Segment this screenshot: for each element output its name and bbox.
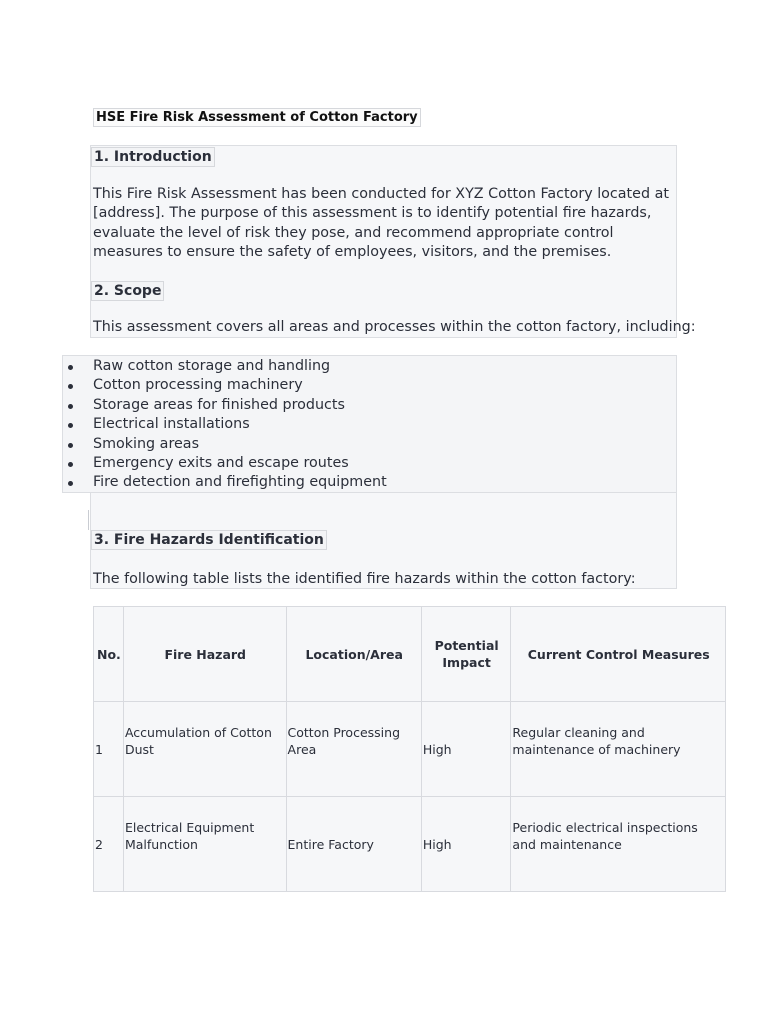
- cell-potential-impact: High: [421, 797, 511, 892]
- list-item-text: Emergency exits and escape routes: [93, 454, 349, 471]
- hazards-paragraph: The following table lists the identified fire hazards within the cotton factory:: [93, 571, 636, 587]
- bullet-icon: [68, 404, 73, 409]
- cell-location: Entire Factory: [286, 797, 421, 892]
- list-item-text: Electrical installations: [93, 416, 250, 433]
- list-item: [62, 454, 387, 473]
- bullet-icon: [68, 462, 73, 467]
- cell-control-measures: Periodic electrical inspections and maintenance: [511, 797, 726, 892]
- scope-paragraph: This assessment covers all areas and processes within the cotton factory, including:: [93, 319, 696, 335]
- text-cursor-mark: [88, 510, 89, 530]
- cell-potential-impact: High: [421, 702, 511, 797]
- header-location: Location/Area: [286, 607, 421, 702]
- list-item: [62, 396, 387, 415]
- hazards-heading: 3. Fire Hazards Identification: [91, 530, 327, 550]
- header-no: No.: [94, 607, 124, 702]
- table-row: [94, 702, 726, 797]
- bullet-icon: [68, 481, 73, 486]
- scope-heading: 2. Scope: [91, 281, 164, 301]
- list-item: [62, 357, 387, 376]
- list-item-text: Raw cotton storage and handling: [93, 358, 331, 374]
- fire-hazards-table: [93, 606, 726, 892]
- list-item: [62, 435, 387, 454]
- cell-no: 2: [94, 797, 124, 892]
- list-item-text: Fire detection and firefighting equipment: [93, 474, 387, 491]
- bullet-icon: [68, 365, 73, 370]
- bullet-icon: [68, 384, 73, 389]
- bullet-icon: [68, 423, 73, 428]
- cell-control-measures: Regular cleaning and maintenance of machinery: [511, 702, 726, 797]
- bullet-icon: [68, 443, 73, 448]
- cell-location: Cotton Processing Area: [286, 702, 421, 797]
- header-fire-hazard: Fire Hazard: [123, 607, 286, 702]
- table-header-row: [94, 607, 726, 702]
- list-item: [62, 415, 387, 434]
- scope-list: [62, 357, 387, 493]
- list-item-text: Smoking areas: [93, 435, 200, 452]
- list-item: [62, 376, 387, 395]
- list-item-text: Storage areas for finished products: [93, 396, 345, 413]
- document-title: HSE Fire Risk Assessment of Cotton Factory: [93, 108, 421, 127]
- table-row: [94, 797, 726, 892]
- header-control-measures: Current Control Measures: [511, 607, 726, 702]
- list-item: [62, 473, 387, 492]
- introduction-heading: 1. Introduction: [91, 147, 215, 167]
- introduction-paragraph: This Fire Risk Assessment has been conducted for XYZ Cotton Factory located at [address]. The purpose of this assessment is to identify potential fire hazards, evaluate the level of risk they pose, and recommend appropriate control measures to ensure the safety of employees, visitors, and the premises.: [93, 186, 669, 260]
- cell-fire-hazard: Electrical Equipment Malfunction: [123, 797, 286, 892]
- cell-no: 1: [94, 702, 124, 797]
- cell-fire-hazard: Accumulation of Cotton Dust: [123, 702, 286, 797]
- header-potential-impact: Potential Impact: [421, 607, 511, 702]
- list-item-text: Cotton processing machinery: [93, 377, 303, 394]
